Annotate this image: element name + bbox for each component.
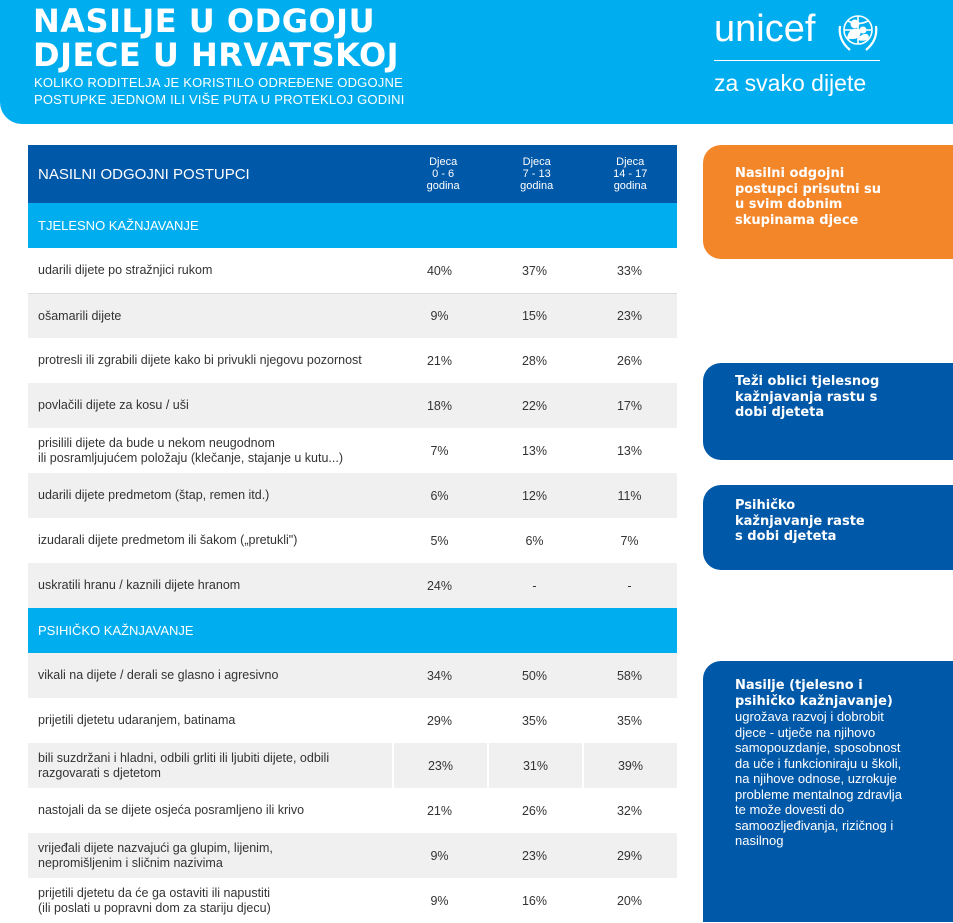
- table-row: [28, 338, 677, 383]
- row-value: 6%: [525, 533, 544, 548]
- column-header-line: godina: [613, 180, 647, 192]
- row-value: 29%: [616, 848, 643, 863]
- table-row: [28, 293, 677, 338]
- table-row: [28, 788, 677, 833]
- row-label: uskratili hranu / kaznili dijete hranom: [38, 578, 241, 592]
- table-row: [28, 248, 677, 293]
- row-value: 7%: [430, 443, 449, 458]
- page-title: [33, 4, 399, 72]
- row-value: 29%: [426, 713, 453, 728]
- row-value: 21%: [426, 803, 453, 818]
- row-label: prijetili djetetu da će ga ostaviti ili napustiti (ili poslati u popravni dom za stariju djecu): [38, 885, 271, 915]
- row-value: 12%: [521, 488, 548, 503]
- unicef-tagline: za svako dijete: [714, 70, 867, 96]
- unicef-emblem-icon: [834, 8, 882, 56]
- row-label: vrijeđali dijete nazvajući ga glupim, lijenim, nepromišljenim i sličnim nazivima: [38, 840, 273, 870]
- row-label: udarili dijete po stražnjici rukom: [38, 263, 213, 277]
- row-label: udarili dijete predmetom (štap, remen itd.): [38, 488, 270, 502]
- title-line-1: NASILJE U ODGOJU: [33, 2, 376, 40]
- callout-violence-effects: [703, 661, 953, 922]
- row-label: bili suzdržani i hladni, odbili grliti ili ljubiti dijete, odbili razgovarati s djetetom: [38, 750, 330, 780]
- row-value: 23%: [521, 848, 548, 863]
- subtitle-line-2: POSTUPKE JEDNOM ILI VIŠE PUTA U PROTEKLOJ GODINI: [34, 92, 405, 107]
- row-value: 34%: [426, 668, 453, 683]
- table-row: [28, 878, 677, 923]
- table-row: [28, 383, 677, 428]
- table-row: [28, 833, 677, 878]
- violence-table: [28, 145, 677, 923]
- row-value: 22%: [521, 398, 548, 413]
- column-header-line: 14 - 17: [613, 168, 648, 180]
- column-header-14-17: [583, 156, 677, 192]
- callout-text: Teži oblici tjelesnog kažnjavanja rastu s dobi djeteta: [735, 374, 880, 420]
- callout-age-groups: [703, 145, 953, 259]
- header-banner: [0, 0, 953, 124]
- row-value: 35%: [521, 713, 548, 728]
- table-row: [28, 518, 677, 563]
- column-header-line: godina: [426, 180, 460, 192]
- row-value: 39%: [582, 743, 677, 788]
- column-header-line: godina: [520, 180, 554, 192]
- row-label: nastojali da se dijete osjeća posramljeno ili krivo: [38, 803, 305, 817]
- table-row: [28, 698, 677, 743]
- column-header-line: 0 - 6: [432, 168, 455, 180]
- row-value: 32%: [616, 803, 643, 818]
- table-row: [28, 653, 677, 698]
- unicef-logo-text: unicef: [714, 8, 816, 50]
- row-value: 16%: [521, 893, 548, 908]
- column-header-line: Djeca: [522, 156, 551, 168]
- row-value: 21%: [426, 353, 453, 368]
- row-value: 20%: [616, 893, 643, 908]
- page-subtitle: [34, 74, 405, 108]
- row-label: prijetili djetetu udaranjem, batinama: [38, 713, 236, 727]
- row-value: 13%: [616, 443, 643, 458]
- row-value: 50%: [521, 668, 548, 683]
- row-value: 40%: [426, 263, 453, 278]
- row-value: 13%: [521, 443, 548, 458]
- column-header-7-13: [490, 156, 584, 192]
- row-value: 26%: [521, 803, 548, 818]
- row-value: 9%: [430, 848, 449, 863]
- row-value: 23%: [392, 743, 487, 788]
- row-value: 24%: [426, 578, 453, 593]
- row-value: 9%: [430, 309, 449, 323]
- title-line-2: DJECE U HRVATSKOJ: [33, 36, 400, 74]
- row-value: 9%: [430, 893, 449, 908]
- callout-body: ugrožava razvoj i dobrobit djece - utječe na njihovo samopouzdanje, sposobnost da uče i funkcioniraju u školi, na njihove odnose, uzrokuje probleme mentalnog zdravlja te može dovesti do samoozljeđivanja, rizičnog i nasilnog: [735, 709, 902, 848]
- subtitle-line-1: KOLIKO RODITELJA JE KORISTILO ODREĐENE ODGOJNE: [34, 75, 403, 90]
- row-value: 5%: [430, 533, 449, 548]
- section-header: TJELESNO KAŽNJAVANJE: [28, 203, 677, 248]
- row-label: povlačili dijete za kosu / uši: [38, 398, 189, 412]
- column-header-0-6: [396, 156, 490, 192]
- table-heading: NASILNI ODGOJNI POSTUPCI: [38, 165, 250, 183]
- row-value: 31%: [487, 743, 582, 788]
- section-header: PSIHIČKO KAŽNJAVANJE: [28, 608, 677, 653]
- table-row: [28, 428, 677, 473]
- row-value: 17%: [616, 398, 643, 413]
- row-value: 18%: [426, 398, 453, 413]
- column-header-line: Djeca: [429, 156, 458, 168]
- callout-text: Psihičko kažnjavanje raste s dobi djeteta: [735, 498, 865, 544]
- row-value: -: [532, 578, 537, 593]
- row-value: 37%: [521, 263, 548, 278]
- row-label: ošamarili dijete: [38, 308, 122, 323]
- row-value: 35%: [616, 713, 643, 728]
- callout-text: Nasilni odgojni postupci prisutni su u svim dobnim skupinama djece: [735, 166, 882, 228]
- row-value: -: [627, 578, 632, 593]
- row-value: 15%: [521, 309, 548, 323]
- row-value: 26%: [616, 353, 643, 368]
- column-header-line: Djeca: [616, 156, 645, 168]
- row-value: 28%: [521, 353, 548, 368]
- row-value: 7%: [620, 533, 639, 548]
- row-value: 6%: [430, 488, 449, 503]
- row-value: 11%: [617, 488, 642, 503]
- column-header-line: 7 - 13: [522, 168, 551, 180]
- row-label: izudarali dijete predmetom ili šakom („pretukli"): [38, 533, 298, 547]
- logo-divider: [714, 60, 880, 61]
- row-label: protresli ili zgrabili dijete kako bi privukli njegovu pozornost: [38, 353, 362, 367]
- table-row: [28, 473, 677, 518]
- row-value: 58%: [616, 668, 643, 683]
- table-row: [28, 563, 677, 608]
- row-value: 23%: [616, 309, 643, 323]
- row-value: 33%: [616, 263, 643, 278]
- table-row: [28, 743, 677, 788]
- row-label: prisilili dijete da bude u nekom neugodnom ili posramljujućem položaju (klečanje, stajanje u kutu...): [38, 435, 344, 465]
- callout-physical-punishment: [703, 363, 953, 460]
- callout-psychological-punishment: [703, 485, 953, 570]
- table-header: [28, 145, 677, 203]
- callout-heading: Nasilje (tjelesno i psihičko kažnjavanje): [735, 678, 893, 709]
- row-label: vikali na dijete / derali se glasno i agresivno: [38, 668, 279, 682]
